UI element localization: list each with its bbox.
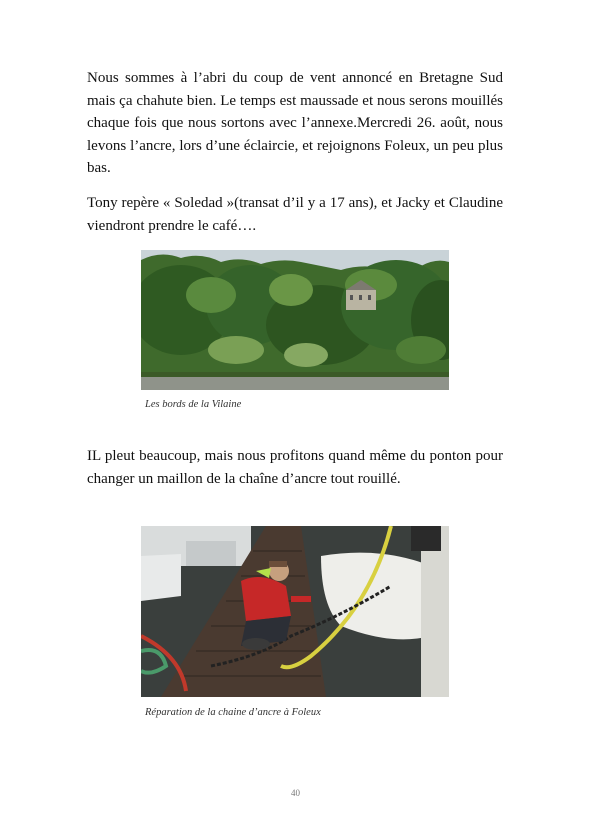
- photo-anchor-chain-repair: [141, 526, 449, 697]
- photo-caption-vilaine: Les bords de la Vilaine: [145, 399, 242, 410]
- paragraph-shelter: Nous sommes à l’abri du coup de vent annoncé en Bretagne Sud mais ça chahute bien. Le temps est maussade et nous serons mouillés chaque fois que nous sortons avec l’annexe.Mercredi 26. août, nous levons l’ancre, lors d’une éclaircie, et rejoignons Foleux, un peu plus bas.: [87, 70, 503, 176]
- page-number: 40: [291, 788, 300, 798]
- paragraph-soledad: Tony repère « Soledad »(transat d’il y a 17 ans), et Jacky et Claudine viendront prendre le café….: [87, 195, 503, 234]
- photo-caption-chain-repair: Réparation de la chaine d’ancre à Foleux: [145, 707, 321, 718]
- photo-vilaine-riverbank: [141, 250, 449, 390]
- paragraph-anchor-chain: IL pleut beaucoup, mais nous profitons quand même du ponton pour changer un maillon de la chaîne d’ancre tout rouillé.: [87, 448, 503, 487]
